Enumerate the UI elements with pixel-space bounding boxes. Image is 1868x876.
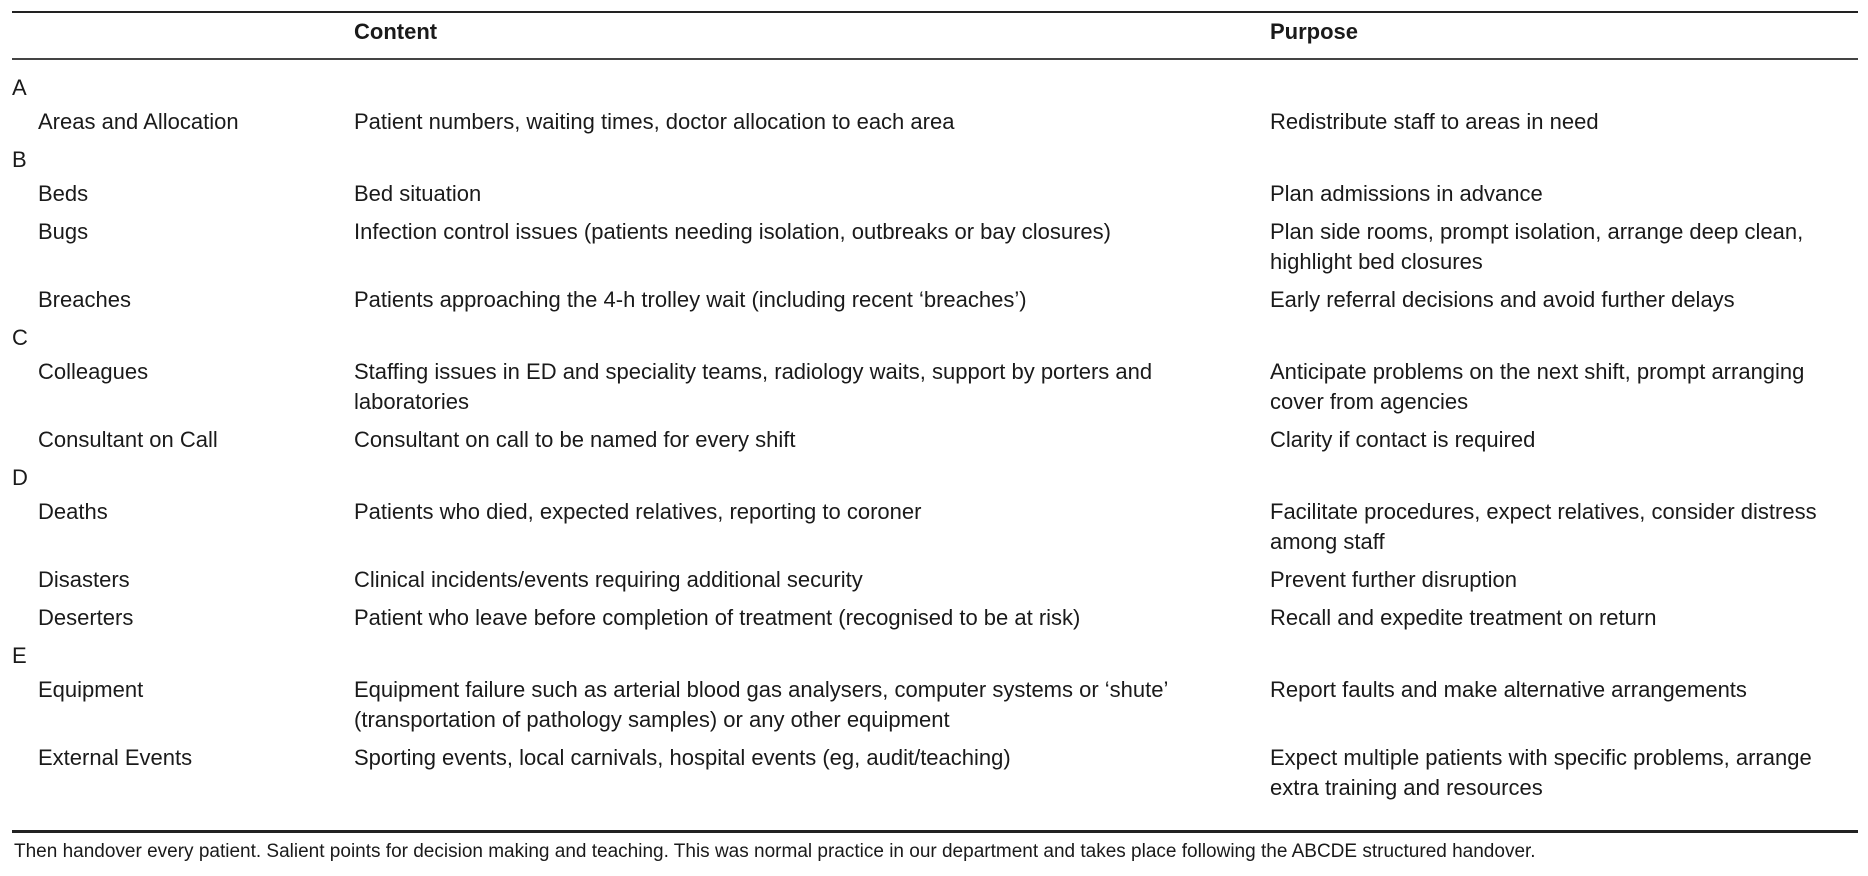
row-purpose: Plan admissions in advance (1270, 181, 1543, 206)
row-purpose: Plan side rooms, prompt isolation, arrange deep clean, highlight bed closures (1270, 219, 1804, 274)
table-row (12, 357, 1858, 425)
table-bottom-rule (12, 830, 1858, 833)
group-letter: A (12, 75, 27, 100)
row-purpose: Prevent further disruption (1270, 567, 1518, 592)
row-item: Deaths (38, 499, 108, 524)
row-content: Patients who died, expected relatives, reporting to coroner (354, 499, 922, 524)
table-row (12, 425, 1858, 463)
row-item: Equipment (38, 677, 144, 702)
row-purpose: Expect multiple patients with specific problems, arrange extra training and resources (1270, 745, 1812, 800)
group-letter-row (12, 463, 1858, 497)
row-purpose: Clarity if contact is required (1270, 427, 1536, 452)
table-row (12, 565, 1858, 603)
group-letter: B (12, 147, 27, 172)
group-letter-row (12, 323, 1858, 357)
row-purpose: Facilitate procedures, expect relatives, consider distress among staff (1270, 499, 1817, 554)
group-letter: E (12, 643, 27, 668)
row-purpose: Redistribute staff to areas in need (1270, 109, 1599, 134)
row-item: Beds (38, 181, 89, 206)
table-header-rule (12, 58, 1858, 60)
group-letter-row (12, 641, 1858, 675)
group-letter: C (12, 325, 28, 350)
row-purpose: Report faults and make alternative arrangements (1270, 677, 1747, 702)
row-content: Staffing issues in ED and speciality teams, radiology waits, support by porters and laboratories (354, 359, 1153, 414)
table-row (12, 285, 1858, 323)
row-item: External Events (38, 745, 193, 770)
row-item: Bugs (38, 219, 89, 244)
row-content: Patient who leave before completion of treatment (recognised to be at risk) (354, 605, 1081, 630)
row-item: Colleagues (38, 359, 149, 384)
row-content: Infection control issues (patients needing isolation, outbreaks or bay closures) (354, 219, 1111, 244)
row-content: Patients approaching the 4-h trolley wait (including recent ‘breaches’) (354, 287, 1027, 312)
table-footnote: Then handover every patient. Salient points for decision making and teaching. This was normal practice in our department and takes place following the ABCDE structured handover. (14, 841, 1536, 862)
table-row (12, 603, 1858, 641)
header-purpose: Purpose (1270, 19, 1359, 44)
row-item: Deserters (38, 605, 134, 630)
row-content: Consultant on call to be named for every shift (354, 427, 796, 452)
table-row (12, 675, 1858, 743)
row-content: Equipment failure such as arterial blood gas analysers, computer systems or ‘shute’ (transportation of pathology samples) or any other equipment (354, 677, 1168, 732)
table-header-row (12, 19, 1858, 51)
group-letter-row (12, 73, 1858, 107)
table-row (12, 107, 1858, 145)
row-purpose: Anticipate problems on the next shift, prompt arranging cover from agencies (1270, 359, 1805, 414)
table-row (12, 179, 1858, 217)
row-purpose: Recall and expedite treatment on return (1270, 605, 1657, 630)
header-content: Content (354, 19, 438, 44)
row-item: Areas and Allocation (38, 109, 239, 134)
group-letter-row (12, 145, 1858, 179)
table-row (12, 743, 1858, 811)
table-body (12, 73, 1858, 811)
row-item: Consultant on Call (38, 427, 218, 452)
row-purpose: Early referral decisions and avoid further delays (1270, 287, 1735, 312)
table-row (12, 217, 1858, 285)
row-content: Patient numbers, waiting times, doctor allocation to each area (354, 109, 955, 134)
table-top-rule (12, 11, 1858, 13)
row-content: Sporting events, local carnivals, hospital events (eg, audit/teaching) (354, 745, 1011, 770)
row-content: Bed situation (354, 181, 482, 206)
row-content: Clinical incidents/events requiring additional security (354, 567, 863, 592)
row-item: Disasters (38, 567, 130, 592)
table-row (12, 497, 1858, 565)
row-item: Breaches (38, 287, 131, 312)
group-letter: D (12, 465, 28, 490)
